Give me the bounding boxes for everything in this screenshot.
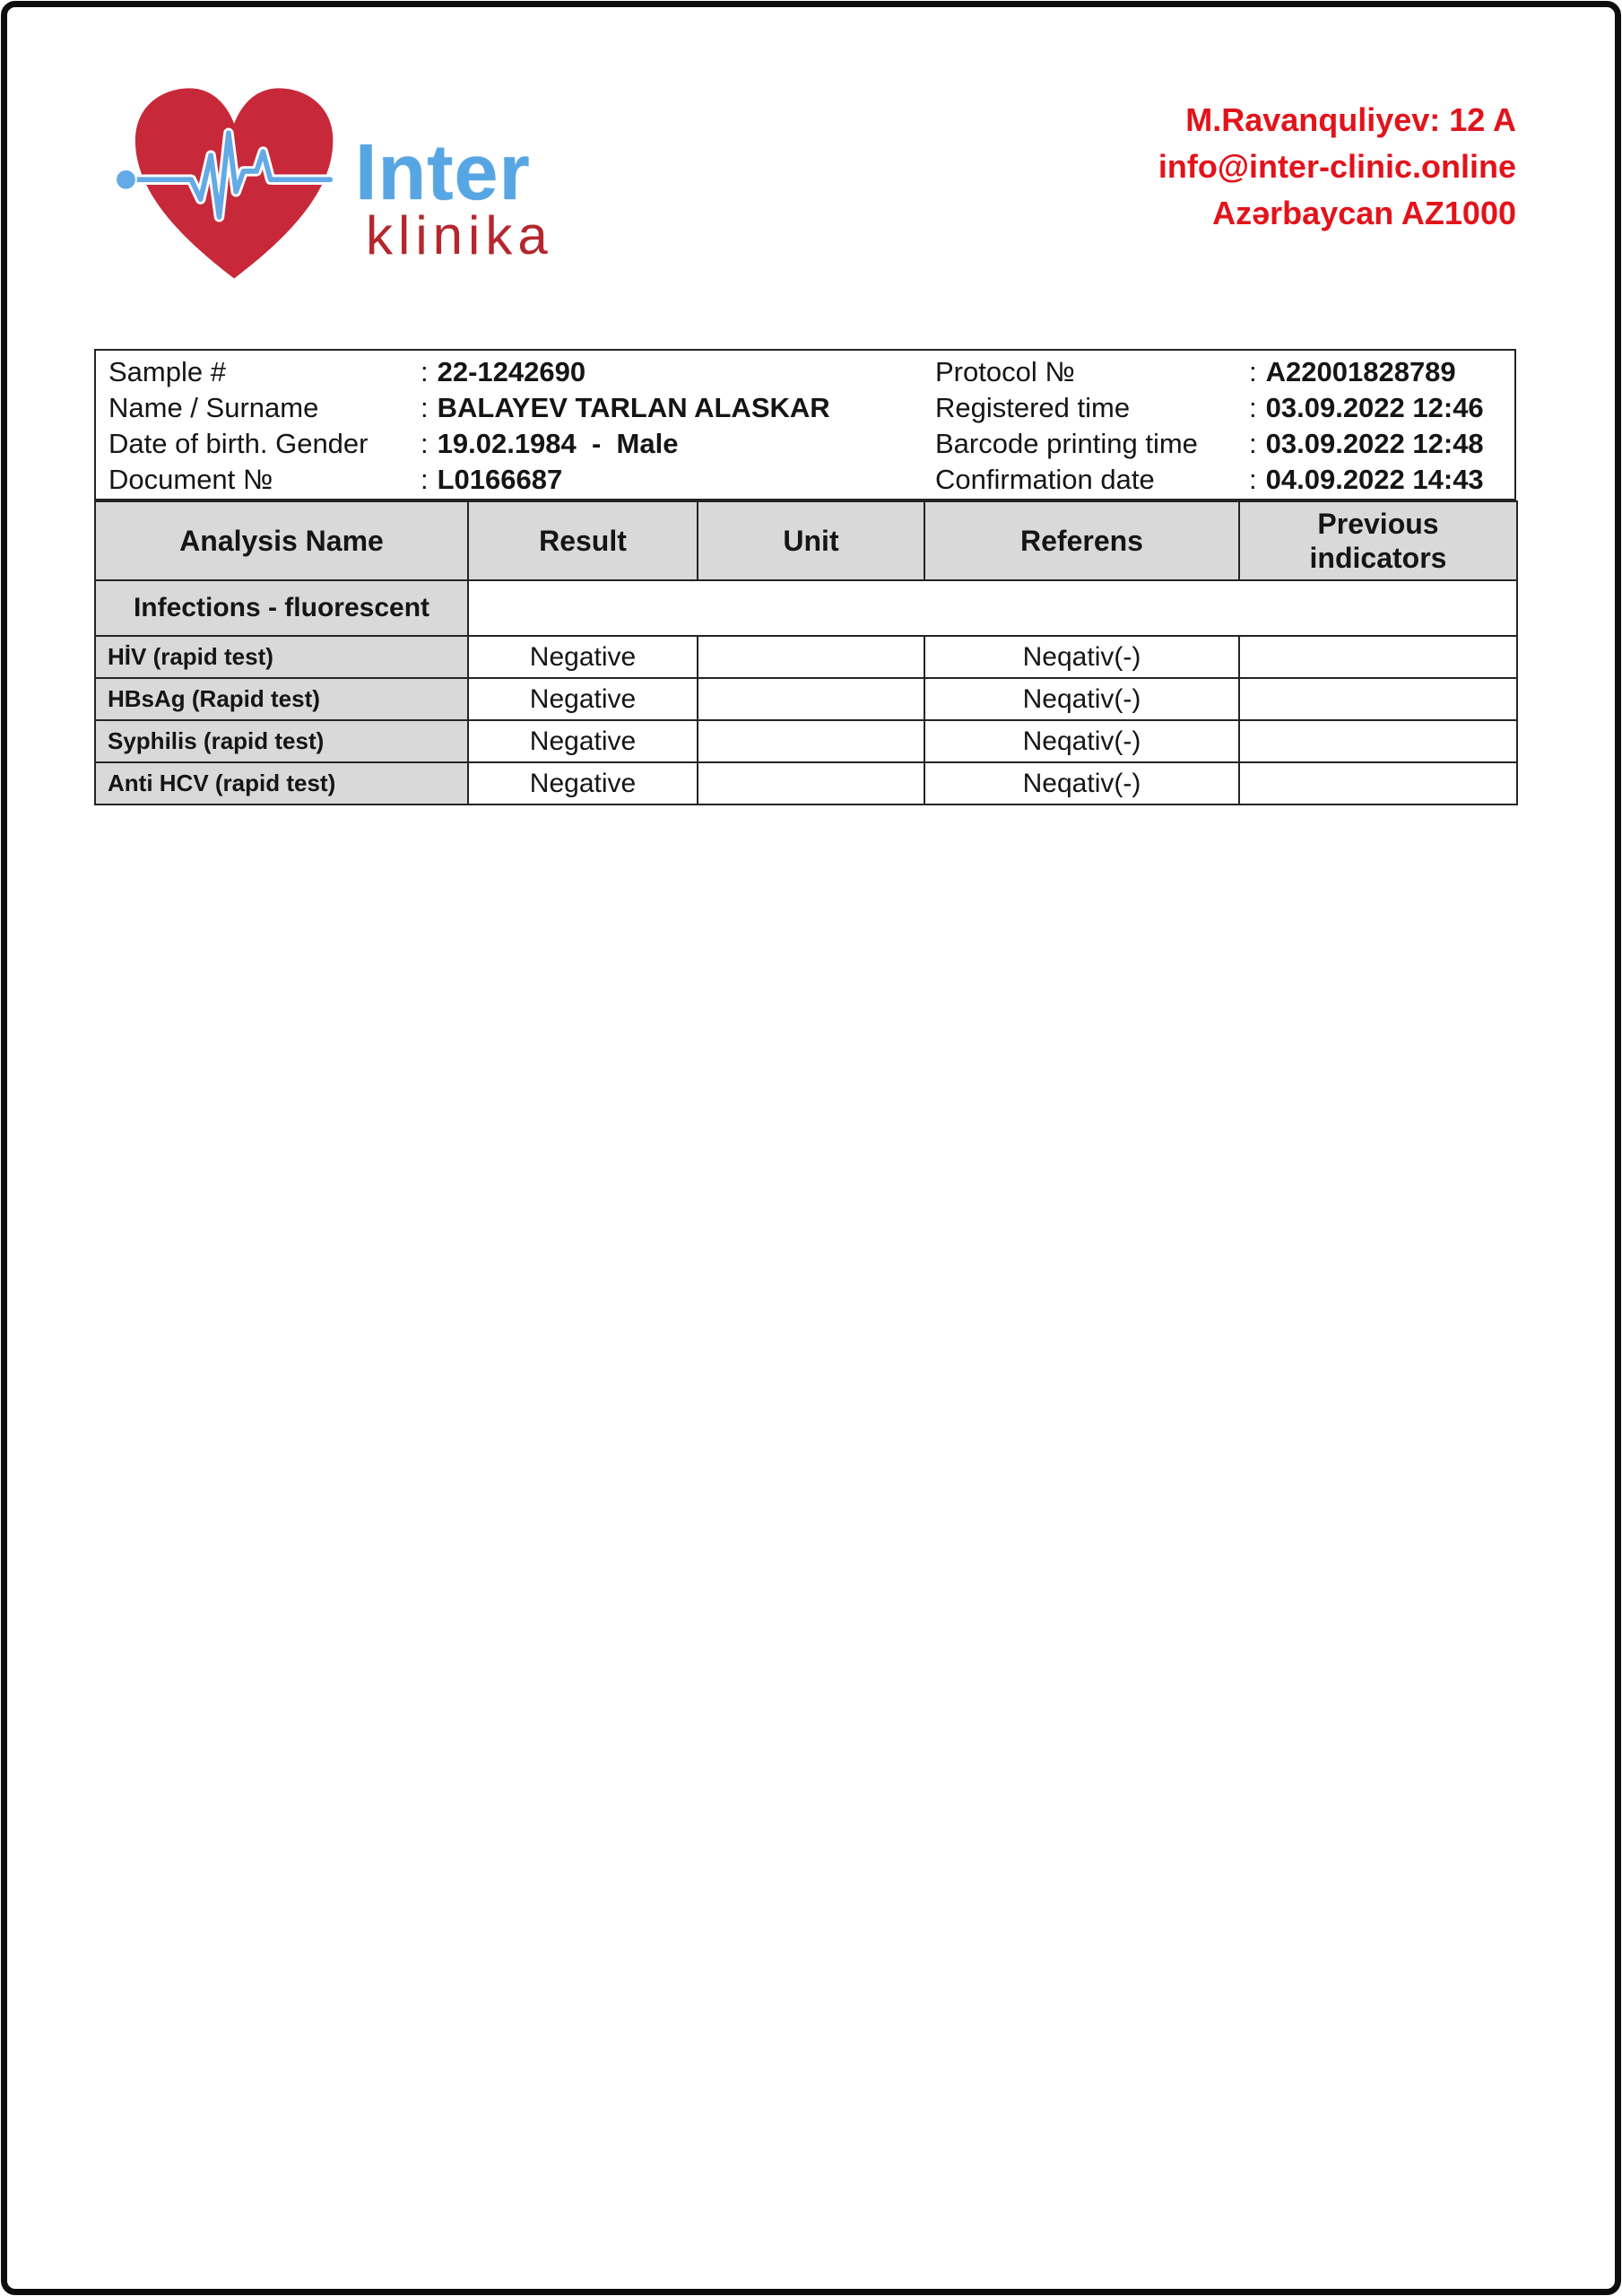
- header-previous-indicators: Previous indicators: [1239, 501, 1517, 580]
- info-value: A22001828789: [1265, 356, 1456, 387]
- contact-email-line: info@inter-clinic.online: [1158, 148, 1516, 185]
- info-value: 04.09.2022 14:43: [1265, 464, 1484, 495]
- section-title: Infections - fluorescent: [95, 580, 468, 636]
- patient-info-left-column: [108, 354, 830, 498]
- previous-indicators-cell: [1239, 678, 1517, 720]
- results-header-row: [95, 501, 1517, 580]
- previous-indicators-cell: [1239, 636, 1517, 678]
- header-referens: Referens: [924, 501, 1239, 580]
- contact-country-line: Azərbaycan AZ1000: [1212, 195, 1516, 231]
- info-label: Document №: [108, 464, 273, 495]
- info-value: L0166687: [437, 464, 563, 495]
- brand-text: [355, 127, 553, 265]
- result-row: [95, 762, 1517, 804]
- info-separator: :: [421, 356, 429, 387]
- info-separator: :: [1249, 464, 1257, 495]
- referens-cell: Neqativ(-): [924, 762, 1239, 804]
- patient-info-row: [108, 354, 830, 390]
- unit-cell: [698, 636, 924, 678]
- referens-cell: Neqativ(-): [924, 720, 1239, 762]
- info-label: Date of birth. Gender: [108, 428, 369, 459]
- header-unit: Unit: [698, 501, 924, 580]
- result-cell: Negative: [468, 678, 698, 720]
- brand-name: Inter: [355, 127, 531, 216]
- analysis-name-cell: HİV (rapid test): [95, 636, 468, 678]
- referens-cell: Neqativ(-): [924, 678, 1239, 720]
- info-label: Sample #: [108, 356, 226, 387]
- analysis-name-cell: Syphilis (rapid test): [95, 720, 468, 762]
- patient-info-row: [935, 390, 1484, 426]
- info-separator: :: [421, 392, 429, 423]
- section-row: [95, 580, 1517, 636]
- result-row: [95, 678, 1517, 720]
- unit-cell: [698, 720, 924, 762]
- info-label: Name / Surname: [108, 392, 319, 423]
- clinic-logo: [115, 74, 553, 296]
- analysis-name-cell: HBsAg (Rapid test): [95, 678, 468, 720]
- contact-address-line: M.Ravanquliyev: 12 A: [1185, 101, 1516, 138]
- brand-subname: klinika: [366, 205, 553, 265]
- info-value: 03.09.2022 12:48: [1265, 428, 1484, 459]
- analysis-name-cell: Anti HCV (rapid test): [95, 762, 468, 804]
- header-result: Result: [468, 501, 698, 580]
- header-analysis-name: Analysis Name: [95, 501, 468, 580]
- patient-info-row: [108, 390, 830, 426]
- patient-info-box: [94, 349, 1516, 500]
- result-row: [95, 720, 1517, 762]
- info-separator: :: [1249, 428, 1257, 459]
- info-separator: :: [421, 428, 429, 459]
- patient-info-row: [935, 354, 1484, 390]
- info-value: 22-1242690: [437, 356, 586, 387]
- info-value: 19.02.1984 - Male: [437, 428, 679, 459]
- info-label: Barcode printing time: [935, 428, 1198, 459]
- section-blank-cell: [468, 580, 1517, 636]
- patient-info-right-column: [935, 354, 1484, 498]
- unit-cell: [698, 762, 924, 804]
- heart-ekg-icon: [115, 74, 348, 296]
- clinic-contact-block: [1158, 97, 1516, 237]
- info-label: Confirmation date: [935, 464, 1155, 495]
- info-value: BALAYEV TARLAN ALASKAR: [437, 392, 830, 423]
- result-cell: Negative: [468, 636, 698, 678]
- previous-indicators-cell: [1239, 720, 1517, 762]
- info-label: Registered time: [935, 392, 1131, 423]
- result-row: [95, 636, 1517, 678]
- info-separator: :: [421, 464, 429, 495]
- result-cell: Negative: [468, 720, 698, 762]
- referens-cell: Neqativ(-): [924, 636, 1239, 678]
- unit-cell: [698, 678, 924, 720]
- patient-info-row: [108, 462, 830, 498]
- results-table: [94, 500, 1518, 805]
- patient-info-row: [935, 426, 1484, 462]
- page-border-frame: [1, 1, 1621, 2295]
- info-label: Protocol №: [935, 356, 1075, 387]
- previous-indicators-cell: [1239, 762, 1517, 804]
- patient-info-row: [935, 462, 1484, 498]
- result-cell: Negative: [468, 762, 698, 804]
- info-separator: :: [1249, 392, 1257, 423]
- info-separator: :: [1249, 356, 1257, 387]
- info-value: 03.09.2022 12:46: [1265, 392, 1484, 423]
- patient-info-row: [108, 426, 830, 462]
